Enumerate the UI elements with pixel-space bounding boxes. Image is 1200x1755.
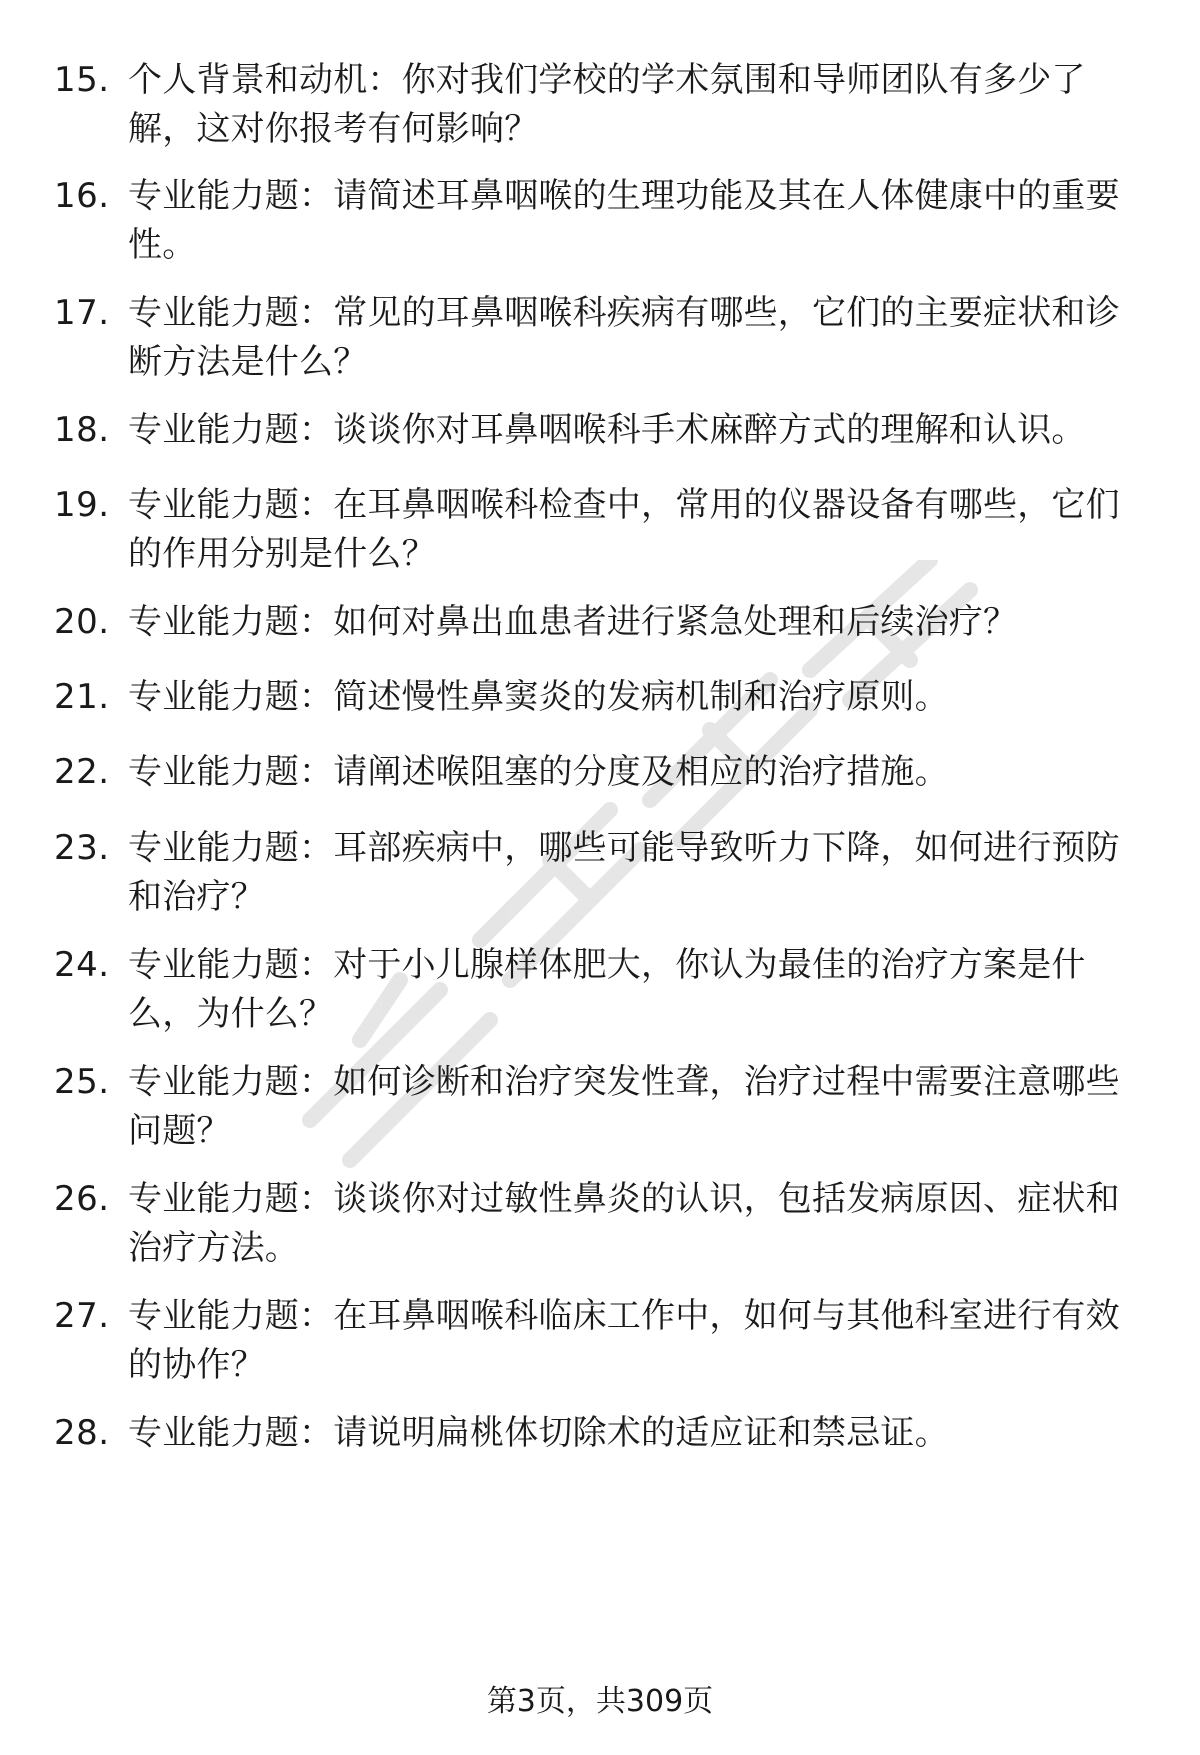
item-number: 24.: [54, 945, 110, 985]
item-text: 专业能力题：请简述耳鼻咽喉的生理功能及其在人体健康中的重要性。: [128, 176, 1120, 265]
item-number: 21.: [54, 677, 110, 717]
item-text: 专业能力题：耳部疾病中，哪些可能导致听力下降，如何进行预防和治疗？: [128, 828, 1120, 917]
item-number: 15.: [54, 60, 110, 100]
item-number: 28.: [54, 1413, 110, 1453]
item-text: 专业能力题：对于小儿腺样体肥大，你认为最佳的治疗方案是什么，为什么？: [128, 945, 1086, 1034]
item-number: 17.: [54, 293, 110, 333]
item-number: 25.: [54, 1062, 110, 1102]
item-number: 19.: [54, 485, 110, 525]
item-text: 专业能力题：请阐述喉阻塞的分度及相应的治疗措施。: [128, 752, 949, 792]
page-footer: 第3页，共309页: [486, 1684, 714, 1719]
item-text: 专业能力题：在耳鼻咽喉科检查中，常用的仪器设备有哪些，它们的作用分别是什么？: [128, 485, 1120, 574]
item-number: 20.: [54, 602, 110, 642]
item-text: 专业能力题：如何诊断和治疗突发性聋，治疗过程中需要注意哪些问题？: [128, 1062, 1120, 1151]
item-number: 23.: [54, 828, 110, 868]
item-text: 专业能力题：谈谈你对过敏性鼻炎的认识，包括发病原因、症状和治疗方法。: [128, 1179, 1120, 1268]
item-text: 专业能力题：在耳鼻咽喉科临床工作中，如何与其他科室进行有效的协作？: [128, 1296, 1120, 1385]
item-text: 个人背景和动机：你对我们学校的学术氛围和导师团队有多少了解，这对你报考有何影响？: [128, 60, 1086, 149]
item-text: 专业能力题：谈谈你对耳鼻咽喉科手术麻醉方式的理解和认识。: [128, 410, 1086, 450]
item-text: 专业能力题：常见的耳鼻咽喉科疾病有哪些，它们的主要症状和诊断方法是什么？: [128, 293, 1120, 382]
item-text: 专业能力题：简述慢性鼻窦炎的发病机制和治疗原则。: [128, 677, 949, 717]
item-number: 22.: [54, 752, 110, 792]
item-number: 26.: [54, 1179, 110, 1219]
item-number: 16.: [54, 176, 110, 216]
item-text: 专业能力题：请说明扁桃体切除术的适应证和禁忌证。: [128, 1413, 949, 1453]
item-number: 27.: [54, 1296, 110, 1336]
item-text: 专业能力题：如何对鼻出血患者进行紧急处理和后续治疗？: [128, 602, 1018, 642]
item-number: 18.: [54, 410, 110, 450]
